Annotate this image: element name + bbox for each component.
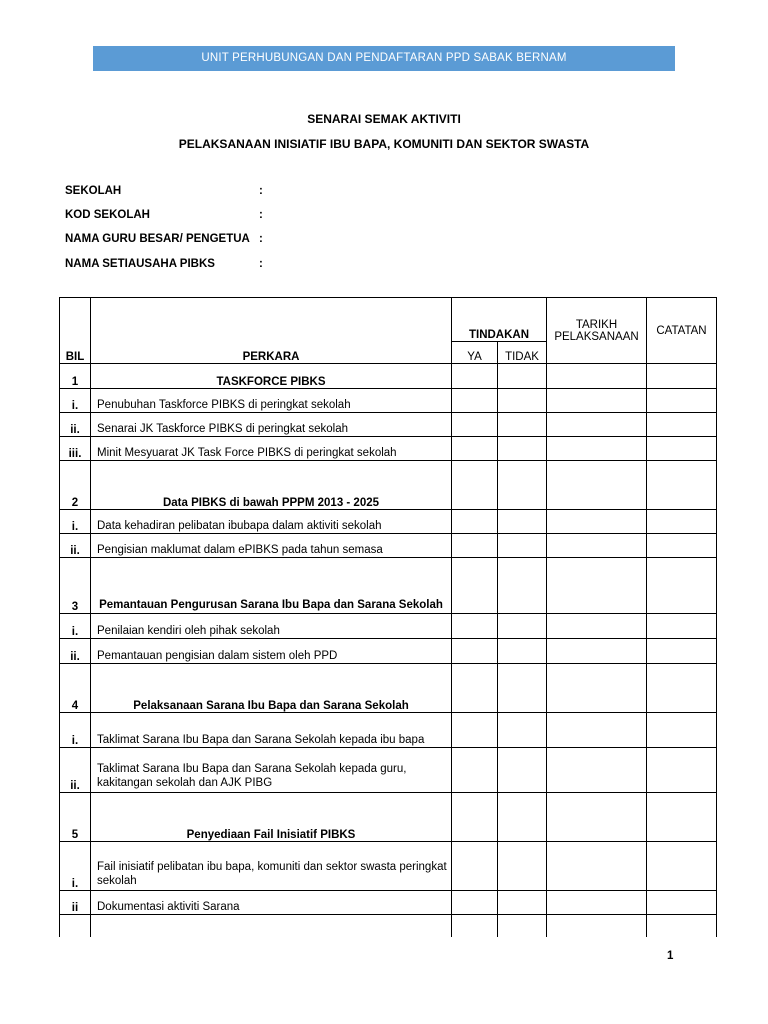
cell-tidak[interactable] bbox=[498, 748, 547, 793]
cell-tidak[interactable] bbox=[498, 534, 547, 558]
item-number: iii. bbox=[60, 437, 91, 461]
cell-catatan[interactable] bbox=[647, 748, 717, 793]
cell-tidak[interactable] bbox=[498, 664, 547, 713]
cell-ya[interactable] bbox=[452, 413, 498, 437]
cell-tidak[interactable] bbox=[498, 437, 547, 461]
cell-ya[interactable] bbox=[452, 639, 498, 664]
field-label-sekolah: SEKOLAH bbox=[65, 185, 122, 197]
cell-tarikh[interactable] bbox=[547, 461, 647, 510]
header-tarikh-pelaksanaan: TARIKH PELAKSANAAN bbox=[547, 298, 647, 364]
section-row-4 bbox=[60, 664, 717, 713]
cell-ya[interactable] bbox=[452, 915, 498, 937]
section-title: Penyediaan Fail Inisiatif PIBKS bbox=[91, 793, 452, 842]
section-row-1 bbox=[60, 364, 717, 389]
cell-tidak[interactable] bbox=[498, 639, 547, 664]
section-row-3 bbox=[60, 558, 717, 614]
item-number: i. bbox=[60, 842, 91, 891]
item-text: Taklimat Sarana Ibu Bapa dan Sarana Sekolah kepada guru, kakitangan sekolah dan AJK PIBG bbox=[91, 748, 452, 793]
cell-tidak[interactable] bbox=[498, 614, 547, 639]
cell-catatan[interactable] bbox=[647, 915, 717, 937]
field-label-nama-guru-besar: NAMA GURU BESAR/ PENGETUA bbox=[65, 233, 250, 245]
cell-ya[interactable] bbox=[452, 664, 498, 713]
cell-ya[interactable] bbox=[452, 558, 498, 614]
cell-catatan[interactable] bbox=[647, 891, 717, 915]
header-tindakan: TINDAKAN bbox=[452, 298, 547, 342]
item-text: Minit Mesyuarat JK Task Force PIBKS di peringkat sekolah bbox=[91, 437, 452, 461]
document-title: SENARAI SEMAK AKTIVITI bbox=[307, 112, 461, 126]
item-text: Pengisian maklumat dalam ePIBKS pada tahun semasa bbox=[91, 534, 452, 558]
header-ya: YA bbox=[452, 342, 498, 364]
cell-ya[interactable] bbox=[452, 748, 498, 793]
cell-tarikh[interactable] bbox=[547, 437, 647, 461]
cell-tarikh[interactable] bbox=[547, 748, 647, 793]
cell-tidak[interactable] bbox=[498, 793, 547, 842]
item-text: Penilaian kendiri oleh pihak sekolah bbox=[91, 614, 452, 639]
header-tidak: TIDAK bbox=[498, 342, 547, 364]
header-banner: UNIT PERHUBUNGAN DAN PENDAFTARAN PPD SABAK BERNAM bbox=[93, 46, 675, 71]
section-row-2 bbox=[60, 461, 717, 510]
page-number: 1 bbox=[667, 950, 674, 962]
item-text: Senarai JK Taskforce PIBKS di peringkat sekolah bbox=[91, 413, 452, 437]
item-row bbox=[60, 891, 717, 915]
cell-catatan[interactable] bbox=[647, 461, 717, 510]
cell-tarikh[interactable] bbox=[547, 510, 647, 534]
section-title: Pemantauan Pengurusan Sarana Ibu Bapa dan Sarana Sekolah bbox=[91, 558, 452, 614]
cell-ya[interactable] bbox=[452, 534, 498, 558]
item-row bbox=[60, 842, 717, 891]
item-row bbox=[60, 389, 717, 413]
item-number: i. bbox=[60, 510, 91, 534]
section-title: TASKFORCE PIBKS bbox=[91, 364, 452, 389]
cell-catatan[interactable] bbox=[647, 413, 717, 437]
item-number: i. bbox=[60, 614, 91, 639]
cell-catatan[interactable] bbox=[647, 614, 717, 639]
cell-tidak[interactable] bbox=[498, 558, 547, 614]
item-number: i. bbox=[60, 713, 91, 748]
field-colon: : bbox=[259, 258, 263, 270]
cell-ya[interactable] bbox=[452, 614, 498, 639]
item-row bbox=[60, 437, 717, 461]
empty-row bbox=[60, 915, 717, 937]
section-number: 4 bbox=[60, 664, 91, 713]
cell-tarikh[interactable] bbox=[547, 842, 647, 891]
header-catatan: CATATAN bbox=[647, 298, 717, 364]
section-number: 5 bbox=[60, 793, 91, 842]
item-text: Data kehadiran pelibatan ibubapa dalam aktiviti sekolah bbox=[91, 510, 452, 534]
section-number: 1 bbox=[60, 364, 91, 389]
cell-ya[interactable] bbox=[452, 510, 498, 534]
cell-tarikh[interactable] bbox=[547, 364, 647, 389]
cell-catatan[interactable] bbox=[647, 534, 717, 558]
cell-tarikh[interactable] bbox=[547, 413, 647, 437]
cell-tidak[interactable] bbox=[498, 842, 547, 891]
cell-ya[interactable] bbox=[452, 891, 498, 915]
field-colon: : bbox=[259, 209, 263, 221]
item-number: ii. bbox=[60, 413, 91, 437]
cell-catatan[interactable] bbox=[647, 437, 717, 461]
item-number: ii. bbox=[60, 748, 91, 793]
cell-ya[interactable] bbox=[452, 437, 498, 461]
cell-tarikh[interactable] bbox=[547, 558, 647, 614]
cell-tidak[interactable] bbox=[498, 915, 547, 937]
cell-tarikh[interactable] bbox=[547, 713, 647, 748]
cell-tidak[interactable] bbox=[498, 713, 547, 748]
item-row bbox=[60, 748, 717, 793]
cell-catatan[interactable] bbox=[647, 664, 717, 713]
cell-ya[interactable] bbox=[452, 389, 498, 413]
checklist-table bbox=[59, 297, 717, 937]
cell-tidak[interactable] bbox=[498, 891, 547, 915]
item-text: Fail inisiatif pelibatan ibu bapa, komuniti dan sektor swasta peringkat sekolah bbox=[91, 842, 452, 891]
item-number: ii bbox=[60, 891, 91, 915]
header-bil: BIL bbox=[60, 298, 91, 364]
cell-tidak[interactable] bbox=[498, 510, 547, 534]
section-title: Pelaksanaan Sarana Ibu Bapa dan Sarana Sekolah bbox=[91, 664, 452, 713]
field-label-kod-sekolah: KOD SEKOLAH bbox=[65, 209, 150, 221]
item-row bbox=[60, 614, 717, 639]
item-number: i. bbox=[60, 389, 91, 413]
section-title: Data PIBKS di bawah PPPM 2013 - 2025 bbox=[91, 461, 452, 510]
cell-tarikh[interactable] bbox=[547, 915, 647, 937]
item-text: Penubuhan Taskforce PIBKS di peringkat sekolah bbox=[91, 389, 452, 413]
cell-catatan[interactable] bbox=[647, 713, 717, 748]
section-number: 2 bbox=[60, 461, 91, 510]
item-text: Pemantauan pengisian dalam sistem oleh PPD bbox=[91, 639, 452, 664]
header-perkara: PERKARA bbox=[91, 298, 452, 364]
cell-ya[interactable] bbox=[452, 793, 498, 842]
cell-catatan[interactable] bbox=[647, 389, 717, 413]
cell-ya[interactable] bbox=[452, 461, 498, 510]
empty-cell bbox=[91, 915, 452, 937]
item-row bbox=[60, 534, 717, 558]
cell-tidak[interactable] bbox=[498, 364, 547, 389]
cell-catatan[interactable] bbox=[647, 793, 717, 842]
cell-tarikh[interactable] bbox=[547, 639, 647, 664]
cell-tarikh[interactable] bbox=[547, 664, 647, 713]
cell-tarikh[interactable] bbox=[547, 793, 647, 842]
cell-ya[interactable] bbox=[452, 364, 498, 389]
cell-ya[interactable] bbox=[452, 713, 498, 748]
item-row bbox=[60, 510, 717, 534]
cell-catatan[interactable] bbox=[647, 558, 717, 614]
item-number: ii. bbox=[60, 639, 91, 664]
field-colon: : bbox=[259, 233, 263, 245]
item-row bbox=[60, 413, 717, 437]
section-row-5 bbox=[60, 793, 717, 842]
cell-tidak[interactable] bbox=[498, 461, 547, 510]
table-header-row bbox=[60, 298, 717, 342]
cell-tarikh[interactable] bbox=[547, 389, 647, 413]
cell-catatan[interactable] bbox=[647, 364, 717, 389]
cell-ya[interactable] bbox=[452, 842, 498, 891]
cell-tarikh[interactable] bbox=[547, 614, 647, 639]
item-number: ii. bbox=[60, 534, 91, 558]
cell-tarikh[interactable] bbox=[547, 534, 647, 558]
cell-catatan[interactable] bbox=[647, 639, 717, 664]
cell-catatan[interactable] bbox=[647, 510, 717, 534]
cell-tidak[interactable] bbox=[498, 413, 547, 437]
cell-tidak[interactable] bbox=[498, 389, 547, 413]
item-row bbox=[60, 713, 717, 748]
item-text: Taklimat Sarana Ibu Bapa dan Sarana Sekolah kepada ibu bapa bbox=[91, 713, 452, 748]
document-subtitle: PELAKSANAAN INISIATIF IBU BAPA, KOMUNITI DAN SEKTOR SWASTA bbox=[178, 137, 590, 151]
item-row bbox=[60, 639, 717, 664]
field-colon: : bbox=[259, 185, 263, 197]
cell-tarikh[interactable] bbox=[547, 891, 647, 915]
section-number: 3 bbox=[60, 558, 91, 614]
cell-catatan[interactable] bbox=[647, 842, 717, 891]
empty-cell bbox=[60, 915, 91, 937]
item-text: Dokumentasi aktiviti Sarana bbox=[91, 891, 452, 915]
field-label-nama-setiausaha: NAMA SETIAUSAHA PIBKS bbox=[65, 258, 215, 270]
